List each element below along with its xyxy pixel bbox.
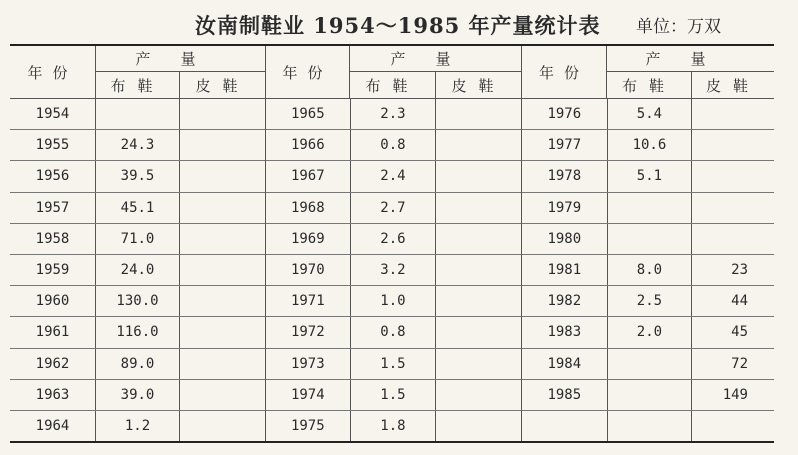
- table-header: [522, 46, 774, 99]
- table-header: [10, 46, 265, 99]
- production-header-label: 产量: [96, 46, 265, 72]
- year-cell: 1972: [266, 317, 351, 347]
- leather-shoes-cell: [692, 99, 774, 129]
- year-cell: 1982: [522, 286, 608, 316]
- cloth-shoes-cell: [608, 193, 693, 223]
- year-cell: [522, 411, 608, 441]
- cloth-shoes-cell: 1.2: [96, 411, 180, 441]
- cloth-shoes-cell: 116.0: [96, 317, 180, 347]
- cloth-shoes-cell: [608, 224, 693, 254]
- year-cell: 1985: [522, 380, 608, 410]
- leather-shoes-cell: [436, 317, 521, 347]
- table-row: [522, 349, 774, 380]
- cloth-shoes-cell: 45.1: [96, 193, 180, 223]
- cloth-shoes-cell: 2.5: [608, 286, 693, 316]
- leather-shoes-cell: [180, 286, 265, 316]
- table-row: [522, 380, 774, 411]
- leather-shoes-cell: [436, 380, 521, 410]
- table-row: [266, 193, 521, 224]
- table-row: [10, 255, 265, 286]
- cloth-shoes-cell: 2.4: [351, 161, 437, 191]
- leather-shoes-cell: [180, 130, 265, 160]
- table-row: [10, 193, 265, 224]
- unit-label: 单位：万双: [636, 17, 721, 37]
- year-cell: 1958: [10, 224, 96, 254]
- cloth-shoes-cell: 10.6: [608, 130, 693, 160]
- leather-shoes-cell: [436, 130, 521, 160]
- leather-shoes-cell: [180, 317, 265, 347]
- leather-shoes-cell: 23: [731, 262, 748, 279]
- year-cell: 1962: [10, 349, 96, 379]
- cloth-shoes-cell: [96, 99, 180, 129]
- leather-shoes-cell: [692, 411, 774, 441]
- cloth-shoes-cell: 24.0: [96, 255, 180, 285]
- year-cell: 1984: [522, 349, 608, 379]
- year-cell: 1983: [522, 317, 608, 347]
- table-row: [10, 161, 265, 192]
- leather-shoes-cell: 44: [731, 293, 748, 310]
- production-header-label: 产量: [350, 46, 521, 72]
- cloth-shoes-cell: 89.0: [96, 349, 180, 379]
- cloth-shoes-cell: 3.2: [351, 255, 437, 285]
- cloth-shoes-header: 布鞋: [350, 72, 436, 98]
- table-row: [522, 255, 774, 286]
- cloth-shoes-cell: [608, 411, 693, 441]
- year-cell: 1957: [10, 193, 96, 223]
- leather-shoes-cell: [180, 380, 265, 410]
- cloth-shoes-cell: 0.8: [351, 317, 437, 347]
- table-row: [266, 317, 521, 348]
- cloth-shoes-cell: 2.3: [351, 99, 437, 129]
- table-row: [266, 349, 521, 380]
- cloth-shoes-cell: 1.5: [351, 380, 437, 410]
- table-row: [522, 161, 774, 192]
- leather-shoes-cell: [180, 411, 265, 441]
- year-header: 年份: [10, 46, 96, 98]
- table-row: [266, 161, 521, 192]
- table-row: [266, 99, 521, 130]
- table-row: [522, 99, 774, 130]
- production-header: [96, 46, 265, 98]
- production-table: [10, 44, 774, 443]
- year-cell: 1964: [10, 411, 96, 441]
- leather-shoes-cell: [180, 99, 265, 129]
- table-row: [10, 317, 265, 348]
- leather-shoes-header: 皮鞋: [195, 76, 250, 95]
- leather-shoes-cell: [180, 255, 265, 285]
- year-cell: 1975: [266, 411, 351, 441]
- year-cell: 1980: [522, 224, 608, 254]
- cloth-shoes-header: 布鞋: [607, 72, 692, 98]
- leather-shoes-cell: [436, 224, 521, 254]
- year-header: 年份: [266, 46, 350, 98]
- cloth-shoes-header: 布鞋: [96, 72, 180, 98]
- year-cell: 1968: [266, 193, 351, 223]
- table-row: [10, 224, 265, 255]
- year-cell: 1961: [10, 317, 96, 347]
- year-cell: 1960: [10, 286, 96, 316]
- year-cell: 1976: [522, 99, 608, 129]
- cloth-shoes-cell: 24.3: [96, 130, 180, 160]
- table-row: [266, 255, 521, 286]
- table-row: [522, 286, 774, 317]
- cloth-shoes-cell: 0.8: [351, 130, 437, 160]
- leather-shoes-cell: [692, 161, 774, 191]
- table-row: [522, 317, 774, 348]
- cloth-shoes-cell: 8.0: [608, 255, 693, 285]
- year-cell: 1970: [266, 255, 351, 285]
- cloth-shoes-cell: 1.8: [351, 411, 437, 441]
- leather-shoes-cell: [180, 349, 265, 379]
- leather-shoes-cell: [180, 193, 265, 223]
- cloth-shoes-cell: 5.4: [608, 99, 693, 129]
- cloth-shoes-cell: [608, 380, 693, 410]
- year-cell: 1981: [522, 255, 608, 285]
- leather-shoes-cell: [180, 224, 265, 254]
- table-row: [10, 411, 265, 441]
- leather-shoes-cell: 45: [731, 324, 748, 341]
- year-cell: 1974: [266, 380, 351, 410]
- cloth-shoes-cell: 71.0: [96, 224, 180, 254]
- table-row: [522, 130, 774, 161]
- year-cell: 1955: [10, 130, 96, 160]
- year-cell: 1973: [266, 349, 351, 379]
- table-row: [266, 411, 521, 441]
- leather-shoes-cell: [692, 224, 774, 254]
- leather-shoes-header: 皮鞋: [451, 76, 506, 95]
- table-row: [10, 99, 265, 130]
- cloth-shoes-cell: 39.0: [96, 380, 180, 410]
- leather-shoes-cell: [436, 193, 521, 223]
- year-cell: 1959: [10, 255, 96, 285]
- table-row: [10, 349, 265, 380]
- table-header: [266, 46, 521, 99]
- production-header: [350, 46, 521, 98]
- leather-shoes-cell: [436, 411, 521, 441]
- cloth-shoes-cell: 2.7: [351, 193, 437, 223]
- table-row: [10, 286, 265, 317]
- year-cell: 1977: [522, 130, 608, 160]
- cloth-shoes-cell: 39.5: [96, 161, 180, 191]
- leather-shoes-cell: [436, 286, 521, 316]
- table-row: [266, 380, 521, 411]
- leather-shoes-cell: [436, 255, 521, 285]
- table-panel: [521, 46, 774, 441]
- year-cell: 1963: [10, 380, 96, 410]
- cloth-shoes-cell: 5.1: [608, 161, 693, 191]
- year-header: 年份: [522, 46, 607, 98]
- leather-shoes-header: 皮鞋: [705, 76, 760, 95]
- leather-shoes-cell: [180, 161, 265, 191]
- table-panel: [10, 46, 265, 441]
- table-row: [266, 224, 521, 255]
- table-title: 汝南制鞋业 1954～1985 年产量统计表: [195, 13, 601, 38]
- year-cell: 1954: [10, 99, 96, 129]
- cloth-shoes-cell: 1.0: [351, 286, 437, 316]
- leather-shoes-cell: 149: [722, 386, 748, 403]
- leather-shoes-cell: [436, 99, 521, 129]
- leather-shoes-cell: [692, 130, 774, 160]
- leather-shoes-cell: [436, 349, 521, 379]
- table-row: [10, 130, 265, 161]
- table-row: [266, 286, 521, 317]
- table-panel: [265, 46, 521, 441]
- cloth-shoes-cell: 1.5: [351, 349, 437, 379]
- table-row: [522, 224, 774, 255]
- table-row: [266, 130, 521, 161]
- leather-shoes-cell: [692, 193, 774, 223]
- cloth-shoes-cell: 130.0: [96, 286, 180, 316]
- cloth-shoes-cell: 2.0: [608, 317, 693, 347]
- year-cell: 1965: [266, 99, 351, 129]
- year-cell: 1969: [266, 224, 351, 254]
- cloth-shoes-cell: [608, 349, 693, 379]
- table-row: [522, 411, 774, 441]
- year-cell: 1956: [10, 161, 96, 191]
- cloth-shoes-cell: 2.6: [351, 224, 437, 254]
- year-cell: 1979: [522, 193, 608, 223]
- leather-shoes-cell: [436, 161, 521, 191]
- production-header-label: 产量: [607, 46, 774, 72]
- year-cell: 1971: [266, 286, 351, 316]
- table-row: [522, 193, 774, 224]
- table-row: [10, 380, 265, 411]
- year-cell: 1967: [266, 161, 351, 191]
- year-cell: 1966: [266, 130, 351, 160]
- production-header: [607, 46, 774, 98]
- year-cell: 1978: [522, 161, 608, 191]
- leather-shoes-cell: 72: [731, 355, 748, 372]
